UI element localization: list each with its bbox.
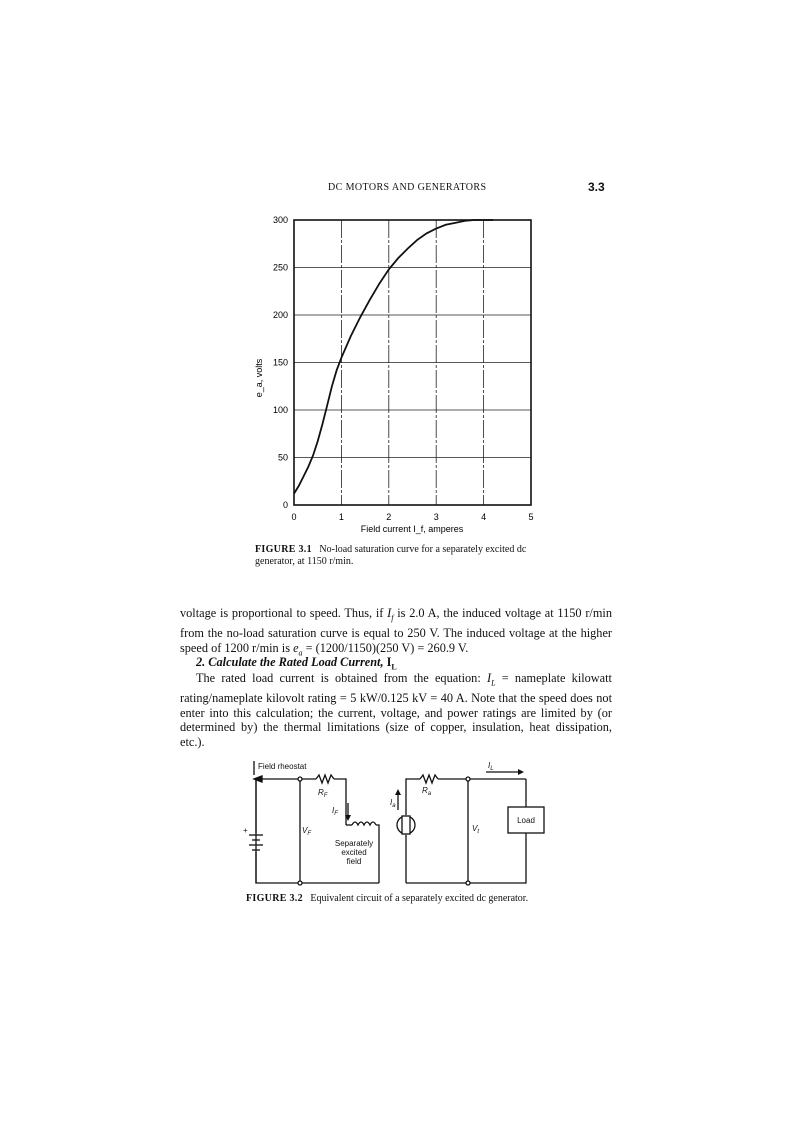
- armature-top-wire: [406, 779, 420, 815]
- vf-label: $V_F$: [302, 826, 312, 837]
- ia-label: $I_a$: [390, 798, 396, 809]
- page-number: 3.3: [588, 180, 605, 194]
- field-coil: [352, 822, 376, 825]
- x-tick-label: 0: [291, 512, 297, 522]
- ra-label: $R_a$: [422, 786, 432, 797]
- y-axis-label: e_a, volts: [254, 358, 264, 398]
- y-tick-label: 50: [277, 452, 288, 463]
- field-right-wire: [376, 825, 379, 883]
- if-label: $I_F$: [332, 806, 338, 817]
- x-tick-label: 1: [338, 512, 344, 522]
- ra-resistor: [420, 775, 438, 783]
- running-head: DC MOTORS AND GENERATORS: [328, 182, 487, 193]
- y-tick-label: 100: [272, 405, 288, 415]
- field-rheostat-label: Field rheostat: [258, 762, 307, 771]
- figure-label: FIGURE 3.2: [246, 893, 303, 904]
- separately-label: Separately: [334, 839, 374, 848]
- rf-resistor: [316, 775, 334, 783]
- x-axis-label: Field current I_f, amperes: [360, 524, 464, 534]
- field-label: field: [346, 857, 362, 866]
- il-label: $I_L$: [488, 761, 494, 772]
- x-tick-labels: [291, 512, 533, 522]
- figure-caption-text: No-load saturation curve for a separately excited dc generator, at 1150 r/min.: [255, 544, 527, 567]
- paragraph-voltage: voltage is proportional to speed. Thus, if $I_f$ is 2.0 A, the induced voltage at 1150 r/min from the no-load saturation curve is equal to 250 V. The induced voltage at the higher speed of 1200 r/min is $e_a = (1200/1150)(250$ V) = 260.9 V.: [180, 606, 612, 658]
- vt-label: $V_t$: [472, 824, 480, 835]
- y-tick-label: 200: [272, 310, 288, 320]
- ia-arrow-head: [395, 789, 401, 795]
- figure-3-2-caption: [246, 893, 528, 905]
- figure-caption-text: Equivalent circuit of a separately excited dc generator.: [310, 893, 529, 904]
- x-tick-label: 3: [433, 512, 439, 522]
- y-tick-labels: [273, 215, 288, 510]
- equivalent-circuit-diagram: [236, 755, 556, 890]
- saturation-curve-chart: [250, 208, 550, 538]
- x-tick-label: 5: [528, 512, 534, 522]
- step-heading: 2. Calculate the Rated Load Current, $I_L$: [196, 655, 397, 672]
- il-arrow-head: [518, 769, 524, 775]
- rheostat-wiper: [254, 776, 262, 782]
- y-tick-label: 250: [272, 262, 288, 273]
- excited-label: excited: [341, 848, 367, 857]
- paragraph-rated-current: The rated load current is obtained from the equation: $I_L$ = nameplate kilowatt rating/nameplate kilovolt rating = 5 kW/0.125 kV = 40 A. Note that the speed does not enter into this calculation; the current, voltage, and power ratings are limited by (or determined by) the thermal limitations (size of copper, insulation, heat dissipation, etc.).: [180, 671, 612, 749]
- figure-3-1-caption: [255, 544, 550, 568]
- saturation-curve-line: [294, 220, 493, 494]
- rf-label: $R_F$: [318, 788, 328, 799]
- rf-wire: [334, 779, 346, 825]
- figure-label: FIGURE 3.1: [255, 544, 312, 555]
- load-bottom-wire: [406, 833, 526, 883]
- y-tick-label: 150: [272, 357, 288, 368]
- x-tick-label: 4: [481, 512, 487, 522]
- y-tick-label: 300: [272, 215, 288, 225]
- x-tick-label: 2: [386, 512, 392, 522]
- load-label: Load: [517, 816, 535, 825]
- chart-grid: [294, 220, 531, 505]
- y-tick-label: 0: [282, 500, 288, 510]
- left-bottom-wire: [256, 780, 321, 883]
- battery-plus-label: +: [243, 826, 248, 835]
